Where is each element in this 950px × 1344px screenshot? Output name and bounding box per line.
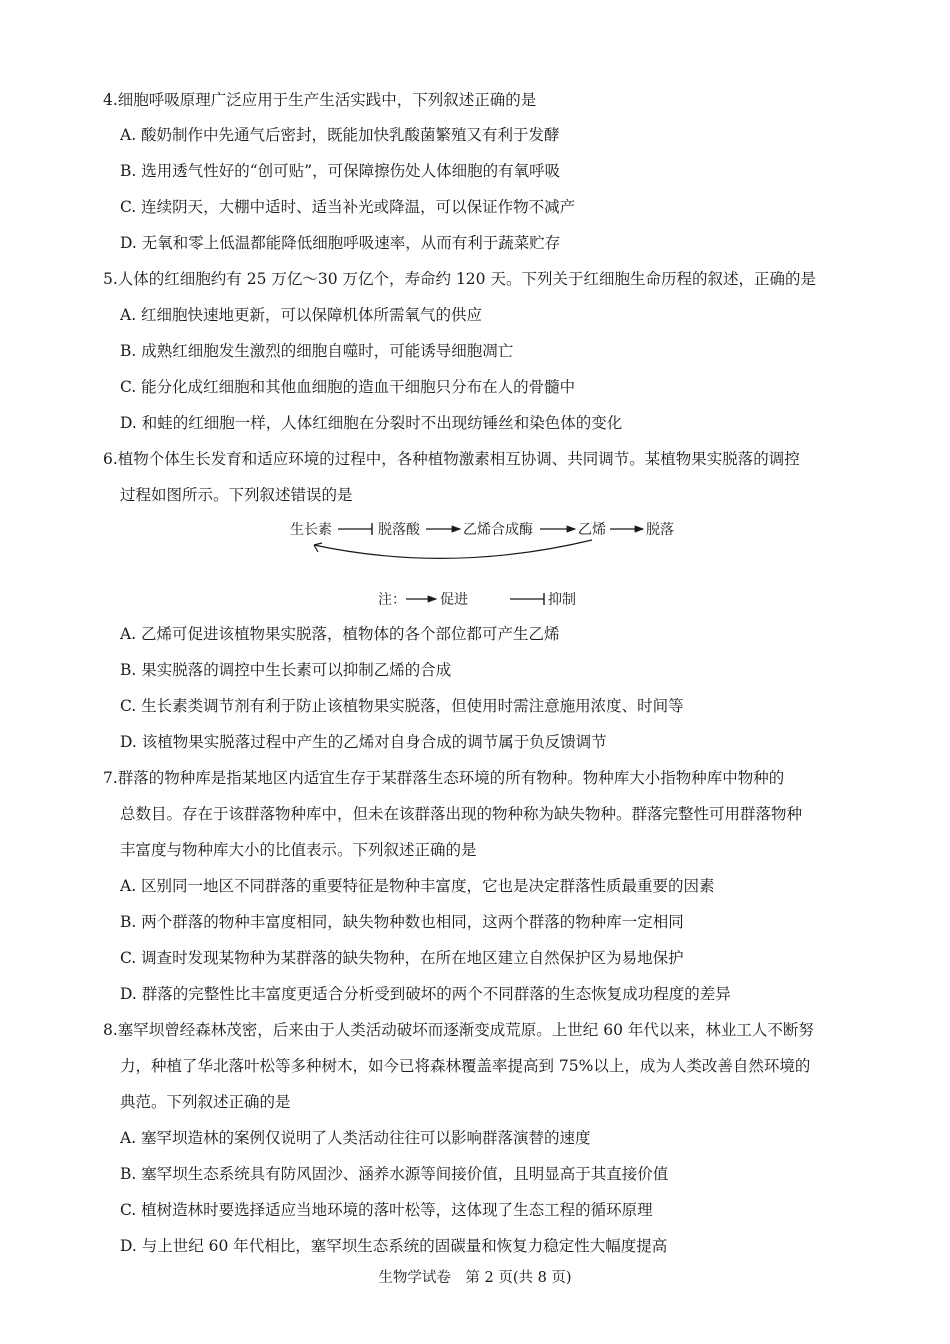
question-8-option-d: D. 与上世纪 60 年代相比，塞罕坝生态系统的固碳量和恢复力稳定性大幅度提高 xyxy=(120,1237,668,1255)
question-7-option-d: D. 群落的完整性比丰富度更适合分析受到破坏的两个不同群落的生态恢复成功程度的差异 xyxy=(120,985,731,1003)
page-footer: 生物学试卷 第 2 页(共 8 页) xyxy=(378,1270,572,1286)
question-4-stem: 4.细胞呼吸原理广泛应用于生产生活实践中，下列叙述正确的是 xyxy=(103,91,537,109)
question-5-stem: 5.人体的红细胞约有 25 万亿～30 万亿个，寿命约 120 天。下列关于红细胞生命历程的叙述，正确的是 xyxy=(103,270,816,288)
question-4-option-b: B. 选用透气性好的“创可贴”，可保障擦伤处人体细胞的有氧呼吸 xyxy=(120,162,561,180)
question-8-stem-cont2: 典范。下列叙述正确的是 xyxy=(120,1093,291,1111)
question-8-option-c: C. 植树造林时要选择适应当地环境的落叶松等，这体现了生态工程的循环原理 xyxy=(120,1201,653,1219)
question-6-stem-cont: 过程如图所示。下列叙述错误的是 xyxy=(120,486,353,504)
question-5-option-d: D. 和蛙的红细胞一样，人体红细胞在分裂时不出现纺锤丝和染色体的变化 xyxy=(120,414,623,432)
question-6-option-b: B. 果实脱落的调控中生长素可以抑制乙烯的合成 xyxy=(120,661,452,679)
question-4-option-d: D. 无氧和零上低温都能降低细胞呼吸速率，从而有利于蔬菜贮存 xyxy=(120,234,561,252)
question-7-option-b: B. 两个群落的物种丰富度相同，缺失物种数也相同，这两个群落的物种库一定相同 xyxy=(120,913,684,931)
node-auxin: 生长素 xyxy=(290,522,332,538)
node-abscisic-acid: 脱落酸 xyxy=(378,522,420,538)
question-4-option-a: A. 酸奶制作中先通气后密封，既能加快乳酸菌繁殖又有利于发酵 xyxy=(120,126,560,144)
legend-inhibit-label: 抑制 xyxy=(548,592,576,608)
promote-curve-ethylene-auxin xyxy=(314,540,592,558)
question-7-option-c: C. 调查时发现某物种为某群落的缺失物种，在所在地区建立自然保护区为易地保护 xyxy=(120,949,684,967)
question-8-stem: 8.塞罕坝曾经森林茂密，后来由于人类活动破坏而逐渐变成荒原。上世纪 60 年代以来，林业工人不断努 xyxy=(103,1021,814,1039)
question-8-option-b: B. 塞罕坝生态系统具有防风固沙、涵养水源等间接价值，且明显高于其直接价值 xyxy=(120,1165,669,1183)
node-ethylene: 乙烯 xyxy=(578,522,606,538)
question-8-option-a: A. 塞罕坝造林的案例仅说明了人类活动往往可以影响群落演替的速度 xyxy=(120,1129,591,1147)
question-6-option-d: D. 该植物果实脱落过程中产生的乙烯对自身合成的调节属于负反馈调节 xyxy=(120,733,607,751)
question-5-option-c: C. 能分化成红细胞和其他血细胞的造血干细胞只分布在人的骨髓中 xyxy=(120,378,576,396)
promote-curve-arrowhead xyxy=(314,543,322,552)
legend-prefix: 注： xyxy=(378,592,406,608)
node-abscission: 脱落 xyxy=(646,522,674,538)
question-6-stem: 6.植物个体生长发育和适应环境的过程中，各种植物激素相互协调、共同调节。某植物果实脱落的调控 xyxy=(103,450,800,468)
question-7-stem-cont: 总数目。存在于该群落物种库中，但未在该群落出现的物种称为缺失物种。群落完整性可用群落物种 xyxy=(120,805,803,823)
question-7-stem-cont2: 丰富度与物种库大小的比值表示。下列叙述正确的是 xyxy=(120,841,477,859)
question-4-option-c: C. 连续阴天，大棚中适时、适当补光或降温，可以保证作物不减产 xyxy=(120,198,576,216)
hormone-regulation-diagram xyxy=(280,512,700,612)
question-8-stem-cont: 力，种植了华北落叶松等多种树木，如今已将森林覆盖率提高到 75%以上，成为人类改善自然环境的 xyxy=(120,1057,811,1075)
node-ethylene-synthase: 乙烯合成酶 xyxy=(463,522,533,538)
legend-promote-label: 促进 xyxy=(440,592,468,608)
question-6-option-c: C. 生长素类调节剂有利于防止该植物果实脱落，但使用时需注意施用浓度、时间等 xyxy=(120,697,684,715)
question-5-option-a: A. 红细胞快速地更新，可以保障机体所需氧气的供应 xyxy=(120,306,483,324)
question-6-option-a: A. 乙烯可促进该植物果实脱落，植物体的各个部位都可产生乙烯 xyxy=(120,625,560,643)
question-7-option-a: A. 区别同一地区不同群落的重要特征是物种丰富度，它也是决定群落性质最重要的因素 xyxy=(120,877,715,895)
question-7-stem: 7.群落的物种库是指某地区内适宜生存于某群落生态环境的所有物种。物种库大小指物种库中物种的 xyxy=(103,769,785,787)
question-5-option-b: B. 成熟红细胞发生激烈的细胞自噬时，可能诱导细胞凋亡 xyxy=(120,342,514,360)
